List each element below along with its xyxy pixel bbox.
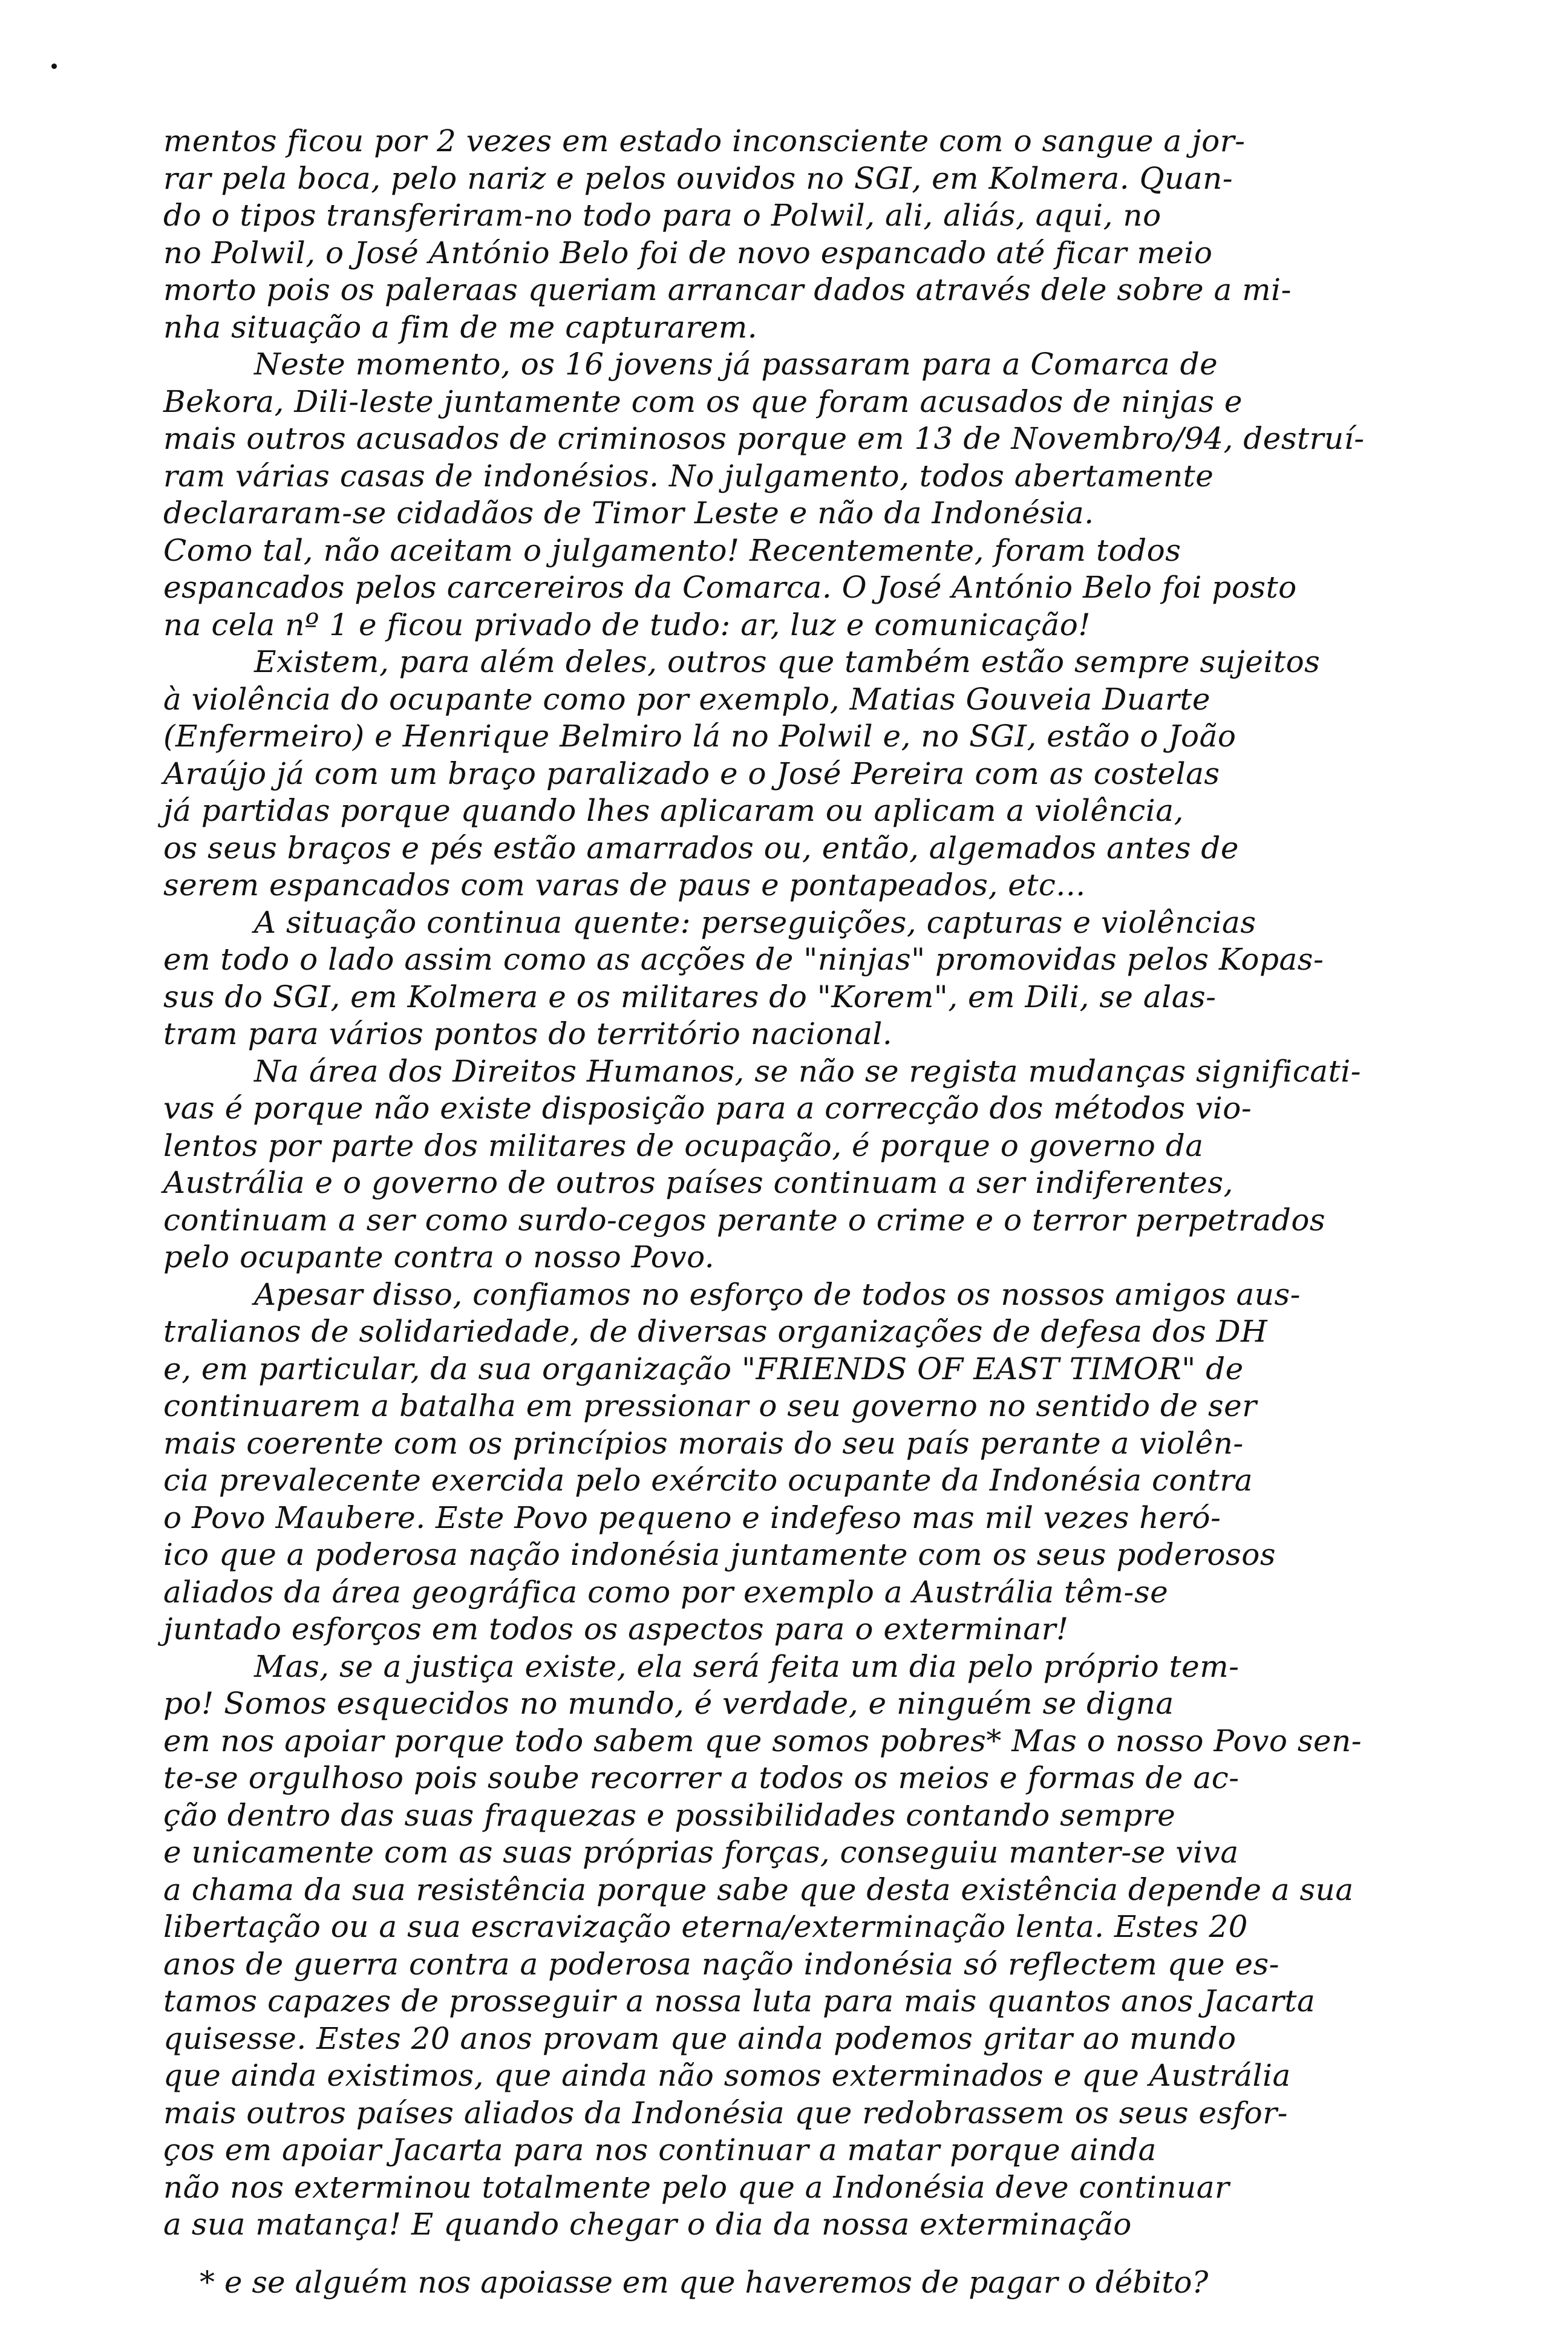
letter-line: a chama da sua resistência porque sabe que desta existência depende a sua xyxy=(163,1872,1354,1907)
letter-line: continuam a ser como surdo-cegos perante o crime e o terror perpetrados xyxy=(163,1203,1326,1238)
letter-line: pelo ocupante contra o nosso Povo. xyxy=(163,1239,715,1275)
letter-line: ção dentro das suas fraquezas e possibilidades contando sempre xyxy=(163,1798,1176,1833)
letter-line: A situação continua quente: perseguições, capturas e violências xyxy=(254,905,1256,940)
letter-line: po! Somos esquecidos no mundo, é verdade, e ninguém se digna xyxy=(163,1686,1174,1721)
letter-line: mais outros países aliados da Indonésia que redobrassem os seus esfor- xyxy=(163,2095,1289,2130)
letter-line: em nos apoiar porque todo sabem que somos pobres* Mas o nosso Povo sen- xyxy=(163,1723,1362,1758)
letter-line: (Enfermeiro) e Henrique Belmiro lá no Polwil e, no SGI, estão o João xyxy=(163,719,1236,754)
letter-line: o Povo Maubere. Este Povo pequeno e indefeso mas mil vezes heró- xyxy=(163,1500,1221,1535)
letter-line: Existem, para além deles, outros que também estão sempre sujeitos xyxy=(254,644,1321,679)
letter-line: mentos ficou por 2 vezes em estado inconsciente com o sangue a jor- xyxy=(163,123,1246,158)
letter-line: mais coerente com os princípios morais do seu país perante a violên- xyxy=(163,1426,1244,1461)
letter-line: Bekora, Dili-leste juntamente com os que foram acusados de ninjas e xyxy=(163,384,1243,419)
letter-line: Austrália e o governo de outros países continuam a ser indiferentes, xyxy=(163,1165,1233,1200)
letter-line: mais outros acusados de criminosos porque em 13 de Novembro/94, destruí- xyxy=(163,421,1365,456)
letter-line: e unicamente com as suas próprias forças, conseguiu manter-se viva xyxy=(163,1835,1239,1870)
letter-line: ram várias casas de indonésios. No julgamento, todos abertamente xyxy=(163,459,1214,494)
letter-line: Como tal, não aceitam o julgamento! Recentemente, foram todos xyxy=(163,533,1181,568)
letter-line: aliados da área geográfica como por exemplo a Austrália têm-se xyxy=(163,1575,1169,1610)
letter-line: Mas, se a justiça existe, ela será feita um dia pelo próprio tem- xyxy=(254,1649,1240,1684)
letter-line: te-se orgulhoso pois soube recorrer a todos os meios e formas de ac- xyxy=(163,1760,1240,1795)
letter-line: na cela nº 1 e ficou privado de tudo: ar, luz e comunicação! xyxy=(163,607,1091,642)
letter-line: a sua matança! E quando chegar o dia da nossa exterminação xyxy=(163,2207,1132,2242)
letter-line: juntado esforços em todos os aspectos para o exterminar! xyxy=(163,1611,1069,1647)
letter-line: quisesse. Estes 20 anos provam que ainda podemos gritar ao mundo xyxy=(163,2021,1236,2056)
letter-line: libertação ou a sua escravização eterna/exterminação lenta. Estes 20 xyxy=(163,1909,1248,1944)
footnote: * e se alguém nos apoiasse em que haveremos de pagar o débito? xyxy=(200,2265,1209,2300)
letter-line: tamos capazes de prosseguir a nossa luta para mais quantos anos Jacarta xyxy=(163,1983,1316,2019)
letter-line: lentos por parte dos militares de ocupação, é porque o governo da xyxy=(163,1128,1204,1163)
letter-line: ico que a poderosa nação indonésia juntamente com os seus poderosos xyxy=(163,1537,1276,1572)
letter-line: ços em apoiar Jacarta para nos continuar a matar porque ainda xyxy=(163,2132,1157,2167)
letter-line: espancados pelos carcereiros da Comarca. O José António Belo foi posto xyxy=(163,570,1297,605)
letter-line: morto pois os paleraas queriam arrancar dados através dele sobre a mi- xyxy=(163,272,1292,307)
letter-line: anos de guerra contra a poderosa nação indonésia só reflectem que es- xyxy=(163,1947,1280,1982)
letter-line: rar pela boca, pelo nariz e pelos ouvidos no SGI, em Kolmera. Quan- xyxy=(163,161,1233,196)
letter-line: à violência do ocupante como por exemplo, Matias Gouveia Duarte xyxy=(163,682,1210,717)
letter-line: Na área dos Direitos Humanos, se não se regista mudanças significati- xyxy=(254,1054,1362,1089)
letter-line: já partidas porque quando lhes aplicaram ou aplicam a violência, xyxy=(163,793,1184,828)
letter-line: que ainda existimos, que ainda não somos exterminados e que Austrália xyxy=(163,2058,1291,2093)
letter-line: Apesar disso, confiamos no esforço de todos os nossos amigos aus- xyxy=(254,1277,1301,1312)
letter-line: vas é porque não existe disposição para a correcção dos métodos vio- xyxy=(163,1091,1252,1126)
letter-line: nha situação a fim de me capturarem. xyxy=(163,310,758,345)
letter-line: Neste momento, os 16 jovens já passaram para a Comarca de xyxy=(254,347,1218,382)
letter-line: cia prevalecente exercida pelo exército ocupante da Indonésia contra xyxy=(163,1463,1253,1498)
margin-dot xyxy=(51,64,57,69)
letter-line: do o tipos transferiram-no todo para o Polwil, ali, aliás, aqui, no xyxy=(163,198,1161,233)
letter-line: em todo o lado assim como as acções de "ninjas" promovidas pelos Kopas- xyxy=(163,942,1324,977)
letter-line: tralianos de solidariedade, de diversas organizações de defesa dos DH xyxy=(163,1314,1268,1349)
letter-line: não nos exterminou totalmente pelo que a Indonésia deve continuar xyxy=(163,2170,1230,2205)
letter-line: e, em particular, da sua organização "FRIENDS OF EAST TIMOR" de xyxy=(163,1351,1244,1386)
letter-line: tram para vários pontos do território nacional. xyxy=(163,1016,893,1051)
letter-line: sus do SGI, em Kolmera e os militares do "Korem", em Dili, se alas- xyxy=(163,979,1217,1014)
letter-line: serem espancados com varas de paus e pontapeados, etc... xyxy=(163,867,1086,903)
letter-line: continuarem a batalha em pressionar o seu governo no sentido de ser xyxy=(163,1388,1257,1423)
letter-line: declararam-se cidadãos de Timor Leste e não da Indonésia. xyxy=(163,495,1094,531)
letter-line: no Polwil, o José António Belo foi de novo espancado até ficar meio xyxy=(163,235,1213,270)
letter-line: os seus braços e pés estão amarrados ou, então, algemados antes de xyxy=(163,831,1239,866)
letter-line: Araújo já com um braço paralizado e o José Pereira com as costelas xyxy=(163,756,1220,791)
